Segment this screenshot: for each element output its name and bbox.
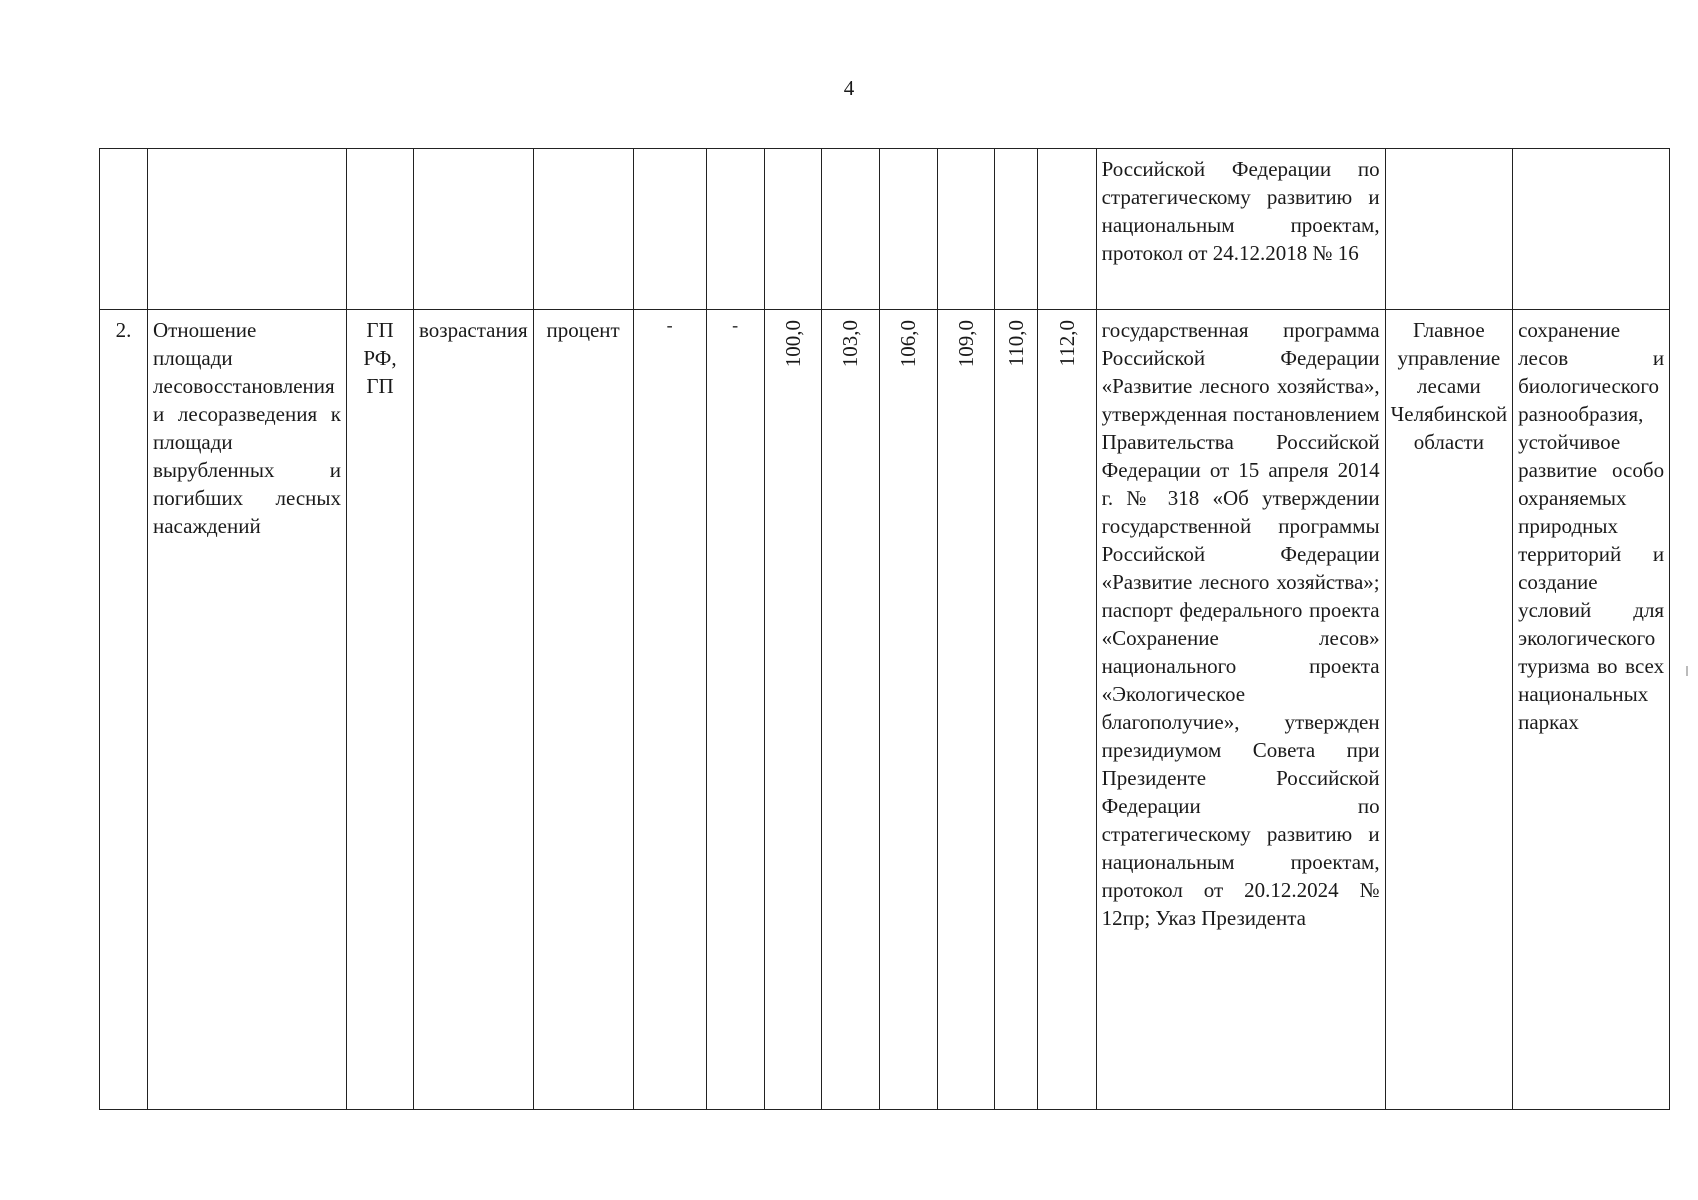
value-year-4: 109,0	[953, 320, 978, 368]
value-cell	[1037, 310, 1096, 1110]
value-cell	[821, 310, 879, 1110]
cell-value	[764, 149, 821, 310]
value-cell	[994, 310, 1037, 1110]
indicator-unit: процент	[533, 310, 633, 1110]
value-year-1: 100,0	[780, 320, 805, 368]
cell-name	[148, 149, 347, 310]
page-number: 4	[843, 76, 855, 100]
cell-value	[821, 149, 879, 310]
scan-mark	[1686, 666, 1688, 676]
cell-responsible	[1385, 149, 1512, 310]
value-cell	[764, 310, 821, 1110]
cell-base2	[706, 149, 764, 310]
cell-value	[1037, 149, 1096, 310]
table-row	[100, 310, 1670, 1110]
value-cell	[937, 310, 994, 1110]
cell-trend	[414, 149, 534, 310]
cell-value	[994, 149, 1037, 310]
row-number: 2.	[100, 310, 148, 1110]
indicator-goal: сохранение лесов и биологического разнообразия, устойчивое развитие особо охраняемых природных территорий и создание условий для экологического туризма во всех национальных парках	[1513, 310, 1670, 1110]
cell-value	[937, 149, 994, 310]
base-value-2: -	[706, 310, 764, 1110]
value-year-6: 112,0	[1054, 320, 1079, 367]
indicator-name: Отношение площади лесовосстановления и лесоразведения к площади вырубленных и погибших лесных насаждений	[148, 310, 347, 1110]
cell-level	[347, 149, 414, 310]
value-year-3: 106,0	[896, 320, 921, 368]
base-value-1: -	[633, 310, 706, 1110]
cell-base1	[633, 149, 706, 310]
value-cell	[879, 310, 937, 1110]
value-year-2: 103,0	[838, 320, 863, 368]
indicator-level: ГП РФ, ГП	[347, 310, 414, 1110]
cell-num	[100, 149, 148, 310]
indicator-trend: возрастания	[414, 310, 534, 1110]
indicators-table	[99, 148, 1670, 1110]
table-row	[100, 149, 1670, 310]
responsible-body: Главное управление лесами Челябинской области	[1385, 310, 1512, 1110]
cell-basis: Российской Федерации по стратегическому развитию и национальным проектам, протокол от 24.12.2018 № 16	[1096, 149, 1385, 310]
value-year-5: 110,0	[1003, 320, 1028, 367]
indicator-basis: государственная программа Российской Федерации «Развитие лесного хозяйства», утвержденная постановлением Правительства Российской Федерации от 15 апреля 2014 г. № 318 «Об утверждении государственной программы Российской Федерации «Развитие лесного хозяйства»; паспорт федерального проекта «Сохранение лесов» национального проекта «Экологическое благополучие», утвержден президиумом Совета при Президенте Российской Федерации по стратегическому развитию и национальным проектам, протокол от 20.12.2024 № 12пр; Указ Президента	[1096, 310, 1385, 1110]
cell-goal	[1513, 149, 1670, 310]
cell-value	[879, 149, 937, 310]
cell-unit	[533, 149, 633, 310]
